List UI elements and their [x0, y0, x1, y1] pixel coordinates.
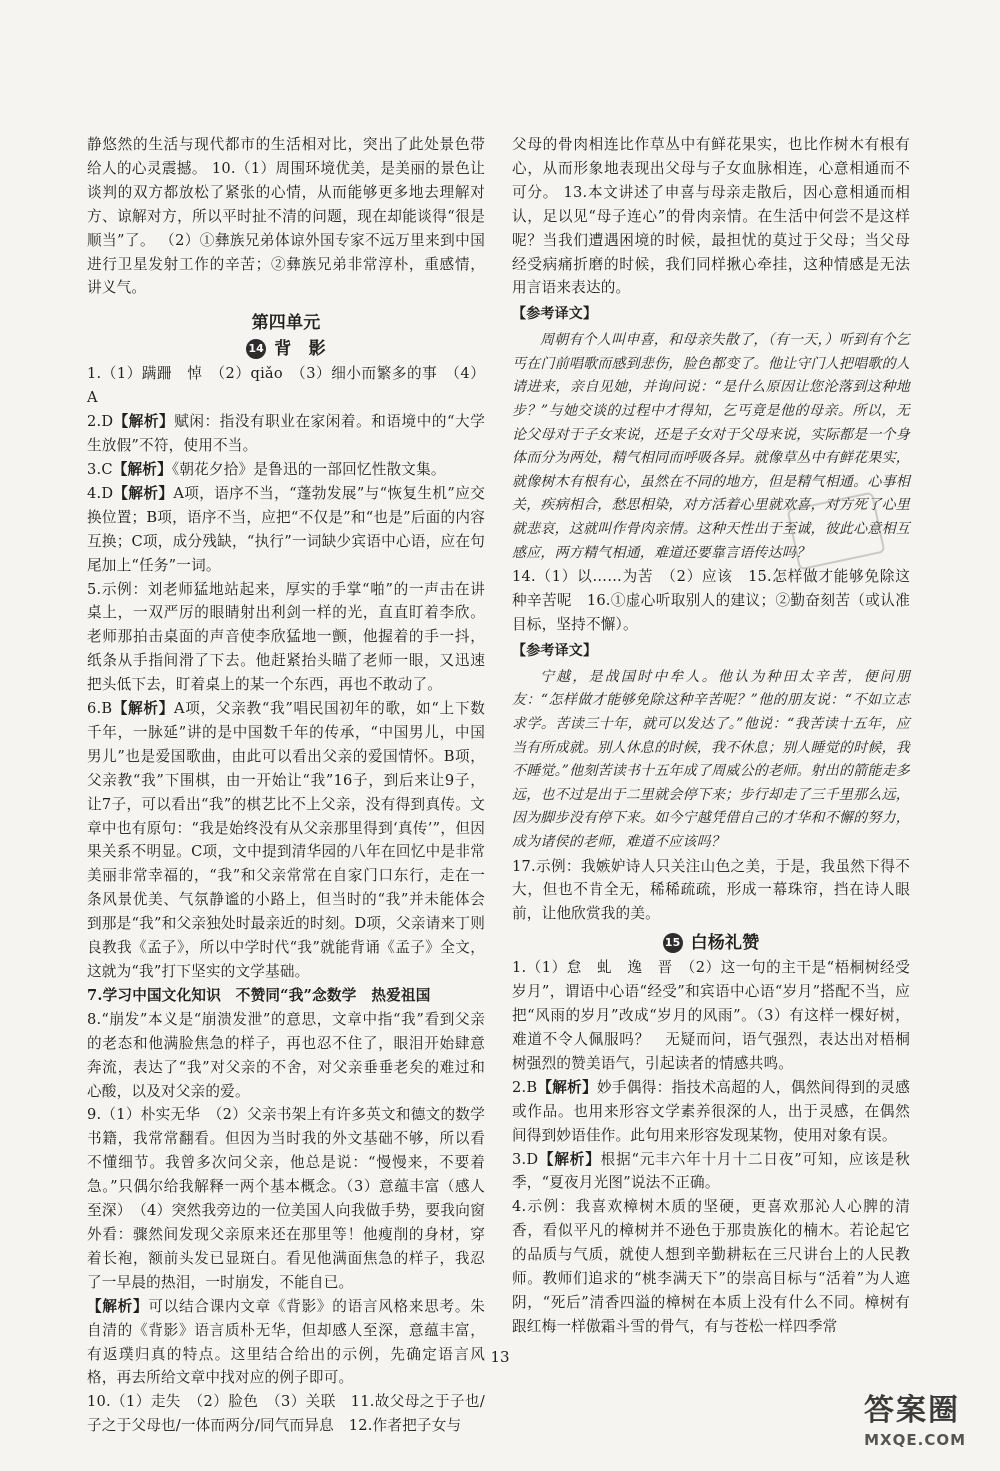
lesson-15-title — [512, 930, 910, 956]
answer-4: 4.示例：我喜欢樟树木质的坚硬，更喜欢那沁人心脾的清香，看似平凡的樟树并不逊色于那贵族化的楠木。若论起它的品质与气质，就使人想到辛勤耕耘在三尺讲台上的人民教师。教师们追求的“桃李满天下”的崇高目标与“活着”为人遮阴，“死后”清香四溢的樟树在本质上没有什么不同。樟树有跟红梅一样傲霜斗雪的骨气，有与苍松一样四季常 — [512, 1198, 910, 1335]
answer-5: 5.示例：刘老师猛地站起来，厚实的手掌“啪”的一声击在讲桌上，一双严厉的眼睛射出利剑一样的光，直直盯着李欣。老师那拍击桌面的声音使李欣猛地一颤，他握着的手一抖，纸条从手指间滑了下去。他赶紧抬头瞄了老师一眼，又迅速把头低下去，盯着桌上的某一个东西，再也不敢动了。 — [87, 580, 485, 694]
answer-text: A项，父亲教“我”唱民国初年的歌，如“上下数千年，一脉延”讲的是中国数千年的传承，“中国男儿，中国男儿”也是爱国歌曲，由此可以看出父亲的爱国情怀。B项，父亲教“我”下围棋，由一开始让“我”16子，到后来让9子，让7子，可以看出“我”的棋艺比不上父亲，没有得到真传。文章中也有原句：“我是始终没有从父亲那里得到‘真传’”，但因果关系不明显。C项，文中提到清华园的八年在回忆中是非常美丽非常幸福的，“我”和父亲常常在自家门口东行，走在一条风景优美、气氛静谧的小路上，但当时的“我”并未能体会到那是“我”和父亲独处时最亲近的时刻。D项，父亲请来丁则良教我《孟子》，所以中学时代“我”就能背诵《孟子》全文，这就为“我”打下坚实的文学基础。 — [87, 700, 485, 980]
answer-9-analysis — [87, 1295, 485, 1391]
answer-2 — [87, 410, 485, 458]
answer-number: 6.B — [87, 700, 113, 718]
reference-translation-1: 周朝有个人叫申喜，和母亲失散了，（有一天，）听到有个乞丐在门前唱歌而感到悲伤，脸色都变了。他让守门人把唱歌的人请进来，亲自见她，并询问说：“是什么原因让您沦落到这种地步？”与她交谈的过程中才得知，乞丐竟是他的母亲。所以，无论父母对于子女来说，还是子女对于父母来说，实际都是一个身体而分为两处，精气相同而呼吸各异。就像草丛中有鲜花果实，就像树木有根有心，虽然在不同的地方，但是精气相通。心事相关，疾病相合，愁思相染，对方活着心里就欢喜，对方死了心里就悲哀，这就叫作骨肉亲情。这种天性出于至诚，彼此心意相互感应，两方精气相通，难道还要靠言语传达吗？ — [512, 332, 910, 561]
analysis-tag: 【解析】 — [112, 460, 172, 478]
answer-text: 赋闲：指没有职业在家闲着。和语境中的“大学生放假”不符，使用不当。 — [87, 413, 485, 455]
analysis-tag: 【解析】 — [113, 413, 175, 431]
watermark-logo: 答案圈 — [864, 1393, 960, 1428]
watermark — [794, 1391, 972, 1449]
analysis-tag: 【解析】 — [87, 1297, 149, 1315]
lesson-title-text: 背 影 — [274, 339, 326, 360]
continued-paragraph: 父母的骨肉相连比作草丛中有鲜花果实，也比作树木有根有心，从而形象地表现出父母与子女血脉相连，心意相通而不可分。 13.本文讲述了申喜与母亲走散后，因心意相通而相认，足以见“母子连心”的骨肉亲情。在生活中何尝不是这样呢？当我们遭遇困境的时候，最担忧的莫过于父母；当父母经受病痛折磨的时候，我们同样揪心牵挂，这种情感是无法用言语来表达的。 — [512, 136, 910, 297]
lesson-14-title — [87, 336, 485, 362]
answer-number: 4.D — [87, 484, 114, 502]
analysis-tag: 【解析】 — [537, 1078, 598, 1096]
answer-number: 2.D — [87, 413, 114, 431]
answer-text: 根据“元丰六年十月十二日夜”可知，应该是秋季，“夏夜月光图”说法不正确。 — [512, 1150, 910, 1192]
answer-1: 1.（1）怠 虬 逸 晋 （2）这一句的主干是“梧桐树经受岁月”，谓语中心语“经受”和宾语中心语“岁月”搭配不当，应把“风雨的岁月”改成“岁月的风雨”。（3）有这样一棵好树，难道不令人佩服吗？ 无疑而问，语气强烈，表达出对梧桐树强烈的赞美语气，引起读者的情感共鸣。 — [512, 959, 910, 1072]
unit-title: 第四单元 — [251, 313, 321, 334]
lesson-title-text: 白杨礼赞 — [690, 933, 760, 954]
analysis-tag: 【解析】 — [112, 700, 175, 718]
answer-text: 妙手偶得：指技术高超的人，偶然间得到的灵感或作品。也用来形容文学素养很深的人，出于灵感，在偶然间得到妙语佳作。此句用来形容发现某物，使用对象有误。 — [512, 1078, 910, 1144]
intro-paragraph: 静悠然的生活与现代都市的生活相对比，突出了此处景色带给人的心灵震撼。 10.（1）周围环境优美，是美丽的景色让谈判的双方都放松了紧张的心情，从而能够更多地去理解对方、谅解对方，所以平时扯不清的问题，现在却能谈得“很是顺当”了。 （2）①彝族兄弟体谅外国专家不远万里来到中国进行卫星发射工作的辛苦；②彝族兄弟非常淳朴，重感情，讲义气。 — [87, 136, 485, 297]
lesson-number-badge: 15 — [663, 933, 683, 953]
analysis-tag: 【解析】 — [538, 1150, 601, 1168]
reference-translation-2: 宁越，是战国时中牟人。他认为种田太辛苦，便问朋友：“怎样做才能够免除这种辛苦呢？”他的朋友说：“不如立志求学。苦读三十年，就可以发达了。”他说：“我苦读十五年，应当有所成就。别人休息的时候，我不休息；别人睡觉的时候，我不睡觉。”他刻苦读书十五年成了周威公的老师。射出的箭能走多远，也不过是出于二里就会停下来；步行却走了三千里那么远，因为脚步没有停下来。如今宁越凭借自己的才华和不懈的努力，成为诸侯的老师，难道不应该吗？ — [512, 668, 910, 850]
answer-7: 7.学习中国文化知识 不赞同“我”念数学 热爱祖国 — [87, 986, 431, 1004]
right-column — [512, 133, 910, 1339]
answer-10-12: 10.（1）走失 （2）脸色 （3）关联 11.故父母之于子也/子之于父母也/一体而两分/同气而异息 12.作者把子女与 — [87, 1393, 485, 1435]
analysis-tag: 【解析】 — [113, 484, 174, 502]
answer-2 — [512, 1076, 910, 1148]
answer-6 — [87, 697, 485, 984]
reference-translation-heading: 【参考译文】 — [512, 306, 598, 323]
answer-number: 3.C — [87, 460, 113, 478]
answer-number: 2.B — [512, 1078, 538, 1096]
watermark-site: MXQE.COM — [864, 1431, 966, 1449]
answer-17: 17.示例：我嫉妒诗人只关注山色之美，于是，我虽然下得不大，但也不肯全无，稀稀疏疏，形成一幕珠帘，挡在诗人眼前，让他欣赏我的美。 — [512, 857, 910, 923]
answer-4 — [87, 482, 485, 578]
answer-text: A项，语序不当，“蓬勃发展”与“恢复生机”应交换位置；B项，语序不当，应把“不仅是”和“也是”后面的内容互换；C项，成分残缺，“执行”一词缺少宾语中心语，应在句尾加上“任务”一词。 — [87, 484, 485, 574]
answer-text: 可以结合课内文章《背影》的语言风格来思考。朱自清的《背影》语言质朴无华，但却感人至深，意蕴丰富，有返璞归真的特点。这里结合给出的示例，先确定语言风格，再去所给文章中找对应的例子即可。 — [87, 1297, 485, 1387]
reference-translation-heading: 【参考译文】 — [512, 642, 598, 659]
page-number: 13 — [490, 1348, 510, 1366]
answer-8: 8.“崩发”本义是“崩溃发泄”的意思，文章中指“我”看到父亲的老态和他满脸焦急的样子，再也忍不住了，眼泪开始肆意奔流，表达了“我”对父亲的不舍，对父亲垂垂老矣的难过和心酸，以及对父亲的爱。 — [87, 1010, 485, 1100]
answer-text: 《朝花夕拾》是鲁迅的一部回忆性散文集。 — [171, 460, 446, 478]
left-column — [87, 133, 485, 1438]
answer-9: 9.（1）朴实无华 （2）父亲书架上有许多英文和德文的数学书籍，我常常翻看。但因为当时我的外文基础不够，所以看不懂细节。我曾多次问父亲，他总是说：“慢慢来，不要着急。”只偶尔给我解释一两个基本概念。（3）意蕴丰富（感人至深） （4）突然我旁边的一位美国人向我做手势，要我向窗外看：骤然间发现父亲原来还在那里等！他瘦削的身材，穿着长袍，额前头发已显斑白。看见他满面焦急的样子，我忍了一早晨的热泪，一时崩发，不能自已。 — [87, 1106, 485, 1291]
answer-1: 1.（1）蹒跚 悼 （2）qiǎo （3）细小而繁多的事 （4）A — [87, 365, 485, 407]
answer-14-16: 14.（1）以……为苦 （2）应该 15.怎样做才能够免除这种辛苦呢 16.①虚心听取别人的建议；②勤奋刻苦（或认准目标，坚持不懈）。 — [512, 568, 910, 633]
answer-3 — [87, 458, 485, 482]
answer-number: 3.D — [512, 1150, 539, 1168]
answer-3 — [512, 1148, 910, 1196]
lesson-number-badge: 14 — [246, 339, 266, 359]
